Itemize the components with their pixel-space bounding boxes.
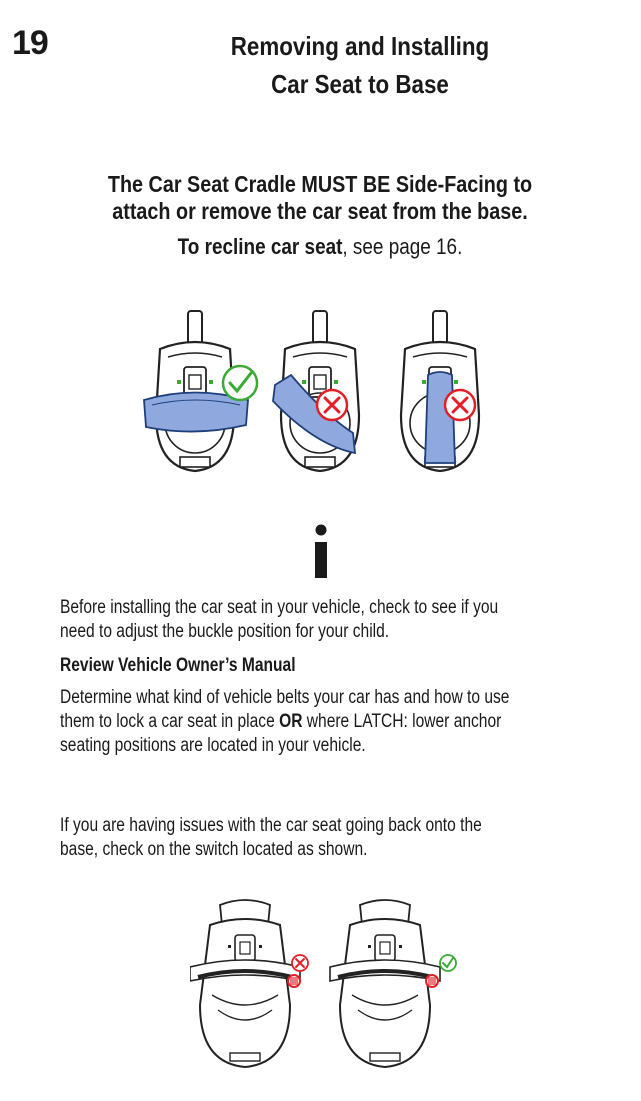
cradle-orientation-figure — [130, 305, 490, 485]
check-icon — [440, 955, 456, 971]
switch-incorrect — [190, 900, 308, 1067]
page-title-line-2: Car Seat to Base — [271, 69, 449, 99]
check-icon — [223, 366, 257, 400]
recline-note — [79, 233, 561, 261]
info-icon — [311, 523, 331, 579]
page-title-line-1: Removing and Installing — [230, 31, 490, 61]
recline-note-rest: , see page 16. — [342, 234, 463, 259]
cross-icon — [292, 955, 308, 971]
base-side-facing — [144, 311, 257, 471]
belts-text-line-1: Determine what kind of vehicle belts your car has and how to use — [60, 687, 510, 708]
switch-note-line-1: If you are having issues with the car seat going back onto the — [60, 815, 482, 836]
page-number: 19 — [12, 24, 48, 62]
warning-line-2: attach or remove the car seat from the base. — [112, 198, 528, 224]
cross-icon — [317, 390, 347, 420]
switch-correct — [330, 900, 456, 1067]
manual-heading: Review Vehicle Owner’s Manual — [60, 655, 296, 676]
belts-text-line-3: seating positions are located in your vehicle. — [60, 735, 366, 756]
switch-location-figure — [190, 885, 460, 1075]
warning-line-1: The Car Seat Cradle MUST BE Side-Facing to — [107, 171, 533, 197]
switch-note-line-2: base, check on the switch located as shown. — [60, 839, 368, 860]
belts-text-line-2b: where LATCH: lower anchor — [302, 711, 502, 732]
recline-note-bold: To recline car seat — [177, 234, 343, 259]
info-text-line-2: need to adjust the buckle position for your child. — [60, 621, 390, 642]
belts-text-line-2 — [60, 710, 585, 734]
base-forward-facing — [401, 311, 479, 471]
belts-text-or: OR — [279, 711, 303, 732]
belts-text-line-2a: them to lock a car seat in place — [60, 711, 280, 732]
cross-icon — [445, 390, 475, 420]
info-text-line-1: Before installing the car seat in your vehicle, check to see if you — [60, 597, 499, 618]
base-diagonal — [273, 311, 359, 471]
